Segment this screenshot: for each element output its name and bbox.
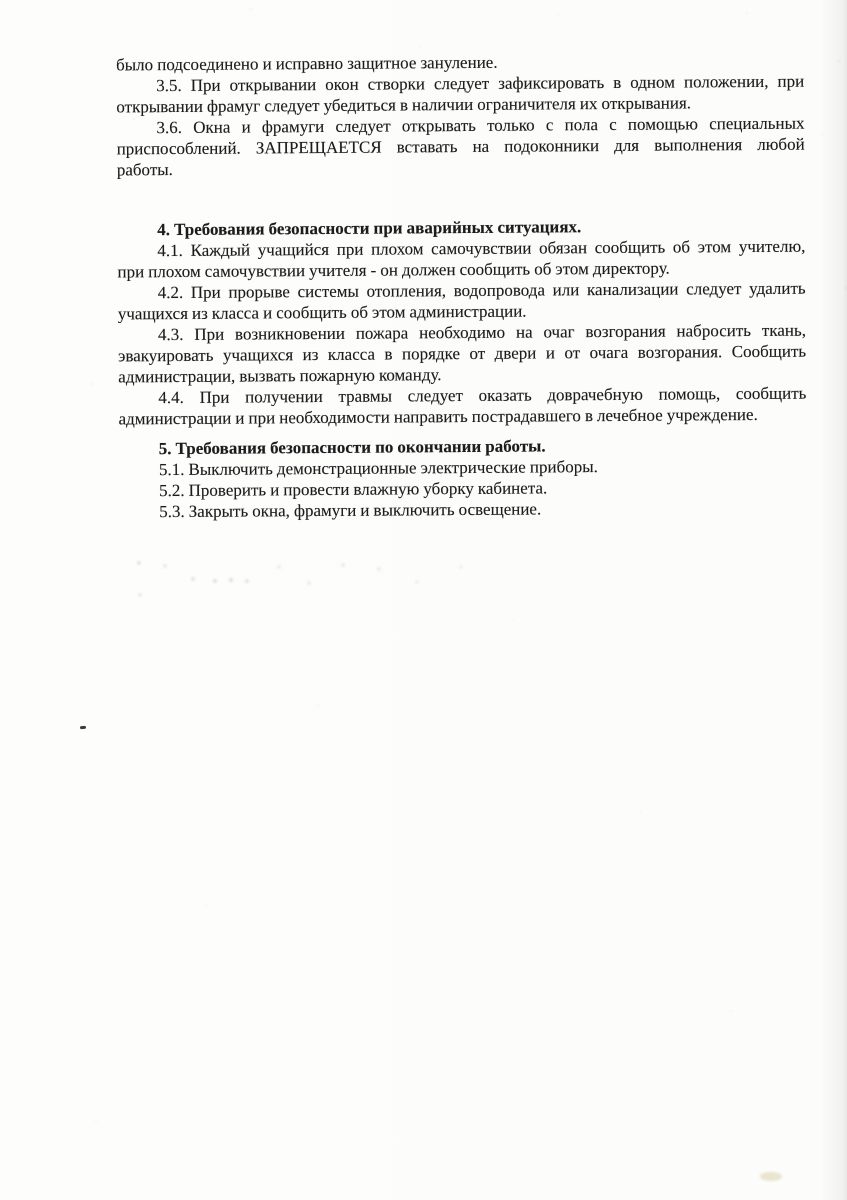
text-line: работы.	[116, 160, 173, 180]
paragraph-4-3	[118, 320, 806, 388]
bleed-through-smudge	[130, 556, 132, 558]
paragraph-4-4	[118, 383, 806, 430]
ink-speck	[80, 726, 86, 729]
yellow-stain	[760, 1172, 782, 1181]
document-text-block	[116, 50, 807, 523]
text-line: было подсоединено и исправно защитное зануление.	[116, 52, 498, 75]
dust-specks	[0, 0, 2, 2]
text-line: учащихся из класса и сообщить об этом администрации.	[117, 301, 527, 324]
text-line: 4.1. Каждый учащийся при плохом самочувствии обязан сообщить об этом учителю,	[157, 236, 806, 261]
text-line: при плохом самочувствии учителя - он должен сообщить об этом директору.	[117, 258, 670, 282]
text-line: 4.3. При возникновении пожара необходимо на очаг возгорания набросить ткань,	[157, 320, 807, 345]
list-5	[119, 455, 807, 523]
text-line: 4.2. При прорыве системы отопления, водопровода или канализации следует удалить	[157, 278, 806, 303]
list-item: 5.1. Выключить демонстрационные электрические приборы.	[158, 457, 598, 480]
section-5-heading: 5. Требования безопасности по окончании работы.	[158, 436, 546, 459]
text-line: открывании фрамуг следует убедиться в наличии ограничителя их открывания.	[116, 93, 692, 117]
text-line: приспособлений. ЗАПРЕЩАЕТСЯ вставать на подоконники для выполнения любой	[116, 134, 805, 159]
list-item: 5.2. Проверить и провести влажную уборку кабинета.	[158, 478, 548, 501]
paragraph-4-2	[118, 278, 806, 325]
list-item: 5.3. Закрыть окна, фрамуги и выключить освещение.	[159, 499, 542, 522]
text-line: администрации, вызвать пожарную команду.	[118, 365, 442, 387]
paragraph-3-5	[116, 71, 804, 118]
text-line: администрации и при необходимости направить пострадавшего в лечебное учреждение.	[118, 404, 758, 429]
text-line: 3.6. Окна и фрамуги следует открывать только с пола с помощью специальных	[156, 113, 805, 138]
section-4-heading: 4. Требования безопасности при аварийных ситуациях.	[157, 217, 582, 240]
text-line: эвакуировать учащихся из класса в порядке от двери и от очага возгорания. Сообщить	[118, 341, 807, 366]
paragraph-4-1	[117, 236, 805, 283]
text-line: 4.4. При получении травмы следует оказать доврачебную помощь, сообщить	[158, 383, 807, 408]
paragraph-3-6	[116, 113, 804, 181]
text-line: 3.5. При открывании окон створки следует зафиксировать в одном положении, при	[156, 71, 805, 96]
